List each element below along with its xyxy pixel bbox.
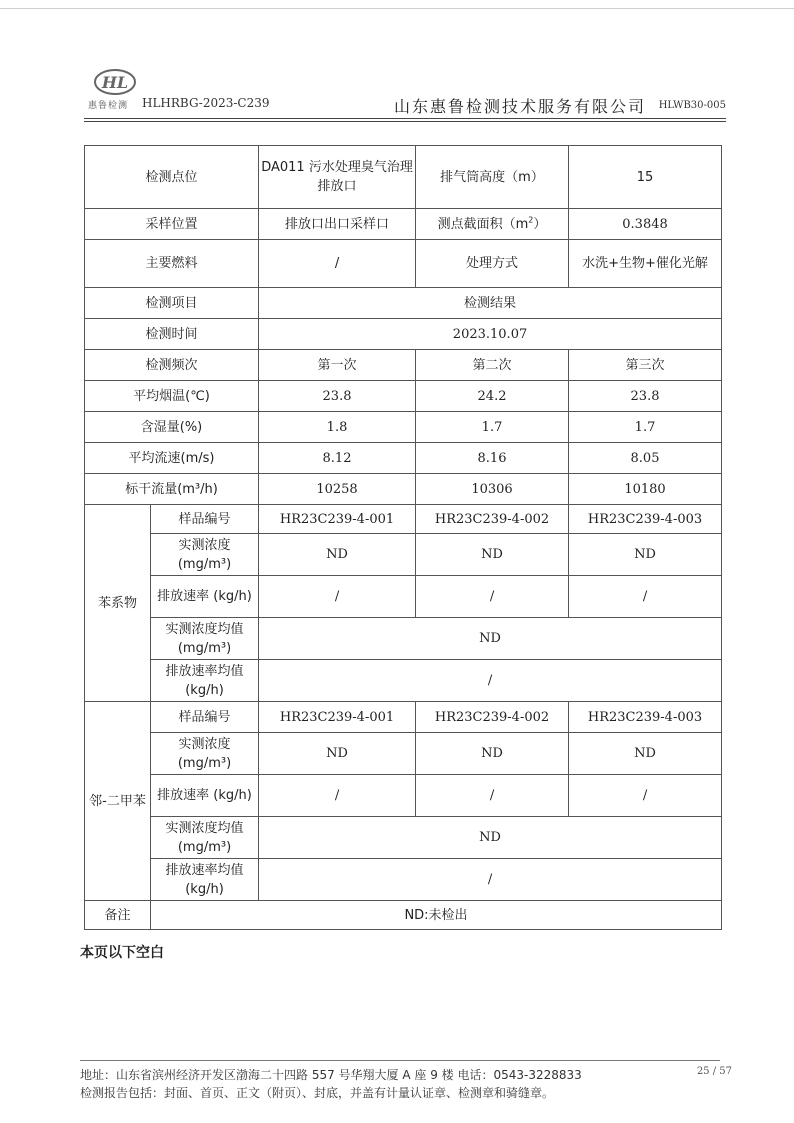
cell-label: 处理方式 — [416, 240, 569, 288]
table-row — [85, 146, 722, 209]
table-row — [85, 901, 722, 930]
cell-label: 排放速率均值(kg/h) — [151, 660, 259, 702]
cell-label: 检测项目 — [85, 288, 259, 319]
cell-value: 第二次 — [416, 350, 569, 381]
cell-value: / — [259, 576, 416, 618]
cell-label: 排放速率 (kg/h) — [151, 775, 259, 817]
table-row — [85, 733, 722, 775]
cell-label: 排放速率均值(kg/h) — [151, 859, 259, 901]
table-row — [85, 660, 722, 702]
cell-label: 采样位置 — [85, 209, 259, 240]
pollutant-name: 邻-二甲苯 — [85, 702, 151, 901]
area-label-close: ） — [533, 216, 547, 232]
cell-value: ND — [259, 618, 722, 660]
cell-label: 实测浓度均值(mg/m³) — [151, 817, 259, 859]
cell-label: 检测点位 — [85, 146, 259, 209]
blank-page-note: 本页以下空白 — [80, 945, 164, 961]
cell-label: 标干流量(m³/h) — [85, 474, 259, 505]
cell-label — [416, 209, 569, 240]
table-row — [85, 240, 722, 288]
company-name: 山东惠鲁检测技术服务有限公司 — [393, 97, 646, 116]
table-row — [85, 817, 722, 859]
cell-value: 1.7 — [416, 412, 569, 443]
svg-text:HL: HL — [101, 73, 129, 92]
table-row — [85, 319, 722, 350]
cell-label: 排放速率 (kg/h) — [151, 576, 259, 618]
cell-label: 样品编号 — [151, 505, 259, 534]
cell-label: 平均烟温(℃) — [85, 381, 259, 412]
page-header — [84, 66, 726, 118]
cell-value: 24.2 — [416, 381, 569, 412]
footer-address: 地址：山东省滨州经济开发区渤海二十四路 557 号华翔大厦 A 座 9 楼 电话：0543-3228833 — [80, 1068, 582, 1082]
cell-value: 10258 — [259, 474, 416, 505]
cell-value: / — [416, 576, 569, 618]
cell-value: 0.3848 — [569, 209, 722, 240]
footer-rule — [80, 1060, 720, 1061]
cell-value: ND — [259, 733, 416, 775]
logo-text: 惠鲁检测 — [88, 101, 129, 111]
cell-label: 实测浓度 (mg/m³) — [151, 534, 259, 576]
sample-id: HR23C239-4-002 — [416, 505, 569, 534]
cell-value: / — [569, 775, 722, 817]
cell-value: ND — [416, 733, 569, 775]
page-number: 25 / 57 — [696, 1066, 732, 1077]
cell-label: 实测浓度均值(mg/m³) — [151, 618, 259, 660]
cell-label: 排气筒高度（m） — [416, 146, 569, 209]
cell-value: 8.05 — [569, 443, 722, 474]
cell-value: / — [569, 576, 722, 618]
cell-value: ND — [416, 534, 569, 576]
cell-value: ND — [259, 534, 416, 576]
cell-value: ND — [259, 817, 722, 859]
results-table — [84, 145, 722, 930]
sample-id: HR23C239-4-003 — [569, 505, 722, 534]
cell-value: 10180 — [569, 474, 722, 505]
cell-value: 8.16 — [416, 443, 569, 474]
table-row — [85, 350, 722, 381]
sample-id: HR23C239-4-001 — [259, 505, 416, 534]
cell-value: 排放口出口采样口 — [259, 209, 416, 240]
cell-label: 实测浓度 (mg/m³) — [151, 733, 259, 775]
cell-value: ND — [569, 534, 722, 576]
table-row — [85, 443, 722, 474]
table-row — [85, 381, 722, 412]
cell-value: 1.7 — [569, 412, 722, 443]
cell-value: 23.8 — [259, 381, 416, 412]
cell-value: / — [259, 660, 722, 702]
cell-value: 第三次 — [569, 350, 722, 381]
sample-id: HR23C239-4-001 — [259, 702, 416, 733]
report-number: HLHRBG-2023-C239 — [142, 96, 270, 110]
footer-contents: 检测报告包括：封面、首页、正文（附页）、封底，并盖有计量认证章、检测章和骑缝章。 — [80, 1086, 555, 1100]
header-rule-thin — [84, 121, 726, 122]
cell-label: 样品编号 — [151, 702, 259, 733]
cell-value: 检测结果 — [259, 288, 722, 319]
top-divider — [0, 8, 794, 9]
cell-label: 检测时间 — [85, 319, 259, 350]
table-row — [85, 618, 722, 660]
remark-label: 备注 — [85, 901, 151, 930]
cell-value: 8.12 — [259, 443, 416, 474]
cell-value: 第一次 — [259, 350, 416, 381]
cell-label: 主要燃料 — [85, 240, 259, 288]
cell-value: 1.8 — [259, 412, 416, 443]
cell-value: DA011 污水处理臭气治理排放口 — [259, 146, 416, 209]
cell-value: / — [259, 240, 416, 288]
cell-value: / — [259, 775, 416, 817]
sample-id: HR23C239-4-003 — [569, 702, 722, 733]
table-row — [85, 775, 722, 817]
cell-value: 15 — [569, 146, 722, 209]
table-row — [85, 576, 722, 618]
form-number: HLWB30-005 — [658, 100, 726, 111]
table-row — [85, 534, 722, 576]
table-row — [85, 859, 722, 901]
header-rule — [84, 118, 726, 119]
table-row — [85, 702, 722, 733]
cell-value: 23.8 — [569, 381, 722, 412]
sample-id: HR23C239-4-002 — [416, 702, 569, 733]
table-row — [85, 288, 722, 319]
cell-label: 含湿量(%) — [85, 412, 259, 443]
cell-value: 2023.10.07 — [259, 319, 722, 350]
cell-value: 10306 — [416, 474, 569, 505]
cell-value: 水洗+生物+催化光解 — [569, 240, 722, 288]
table-row — [85, 412, 722, 443]
cell-value: ND — [569, 733, 722, 775]
cell-value: / — [259, 859, 722, 901]
table-row — [85, 474, 722, 505]
cell-label: 平均流速(m/s) — [85, 443, 259, 474]
table-row — [85, 505, 722, 534]
table-row — [85, 209, 722, 240]
area-label-text: 测点截面积（m — [437, 216, 529, 232]
pollutant-name: 苯系物 — [85, 505, 151, 702]
area-label-sup: 2 — [528, 215, 534, 225]
cell-label: 检测频次 — [85, 350, 259, 381]
cell-value: / — [416, 775, 569, 817]
remark-value: ND:未检出 — [151, 901, 722, 930]
